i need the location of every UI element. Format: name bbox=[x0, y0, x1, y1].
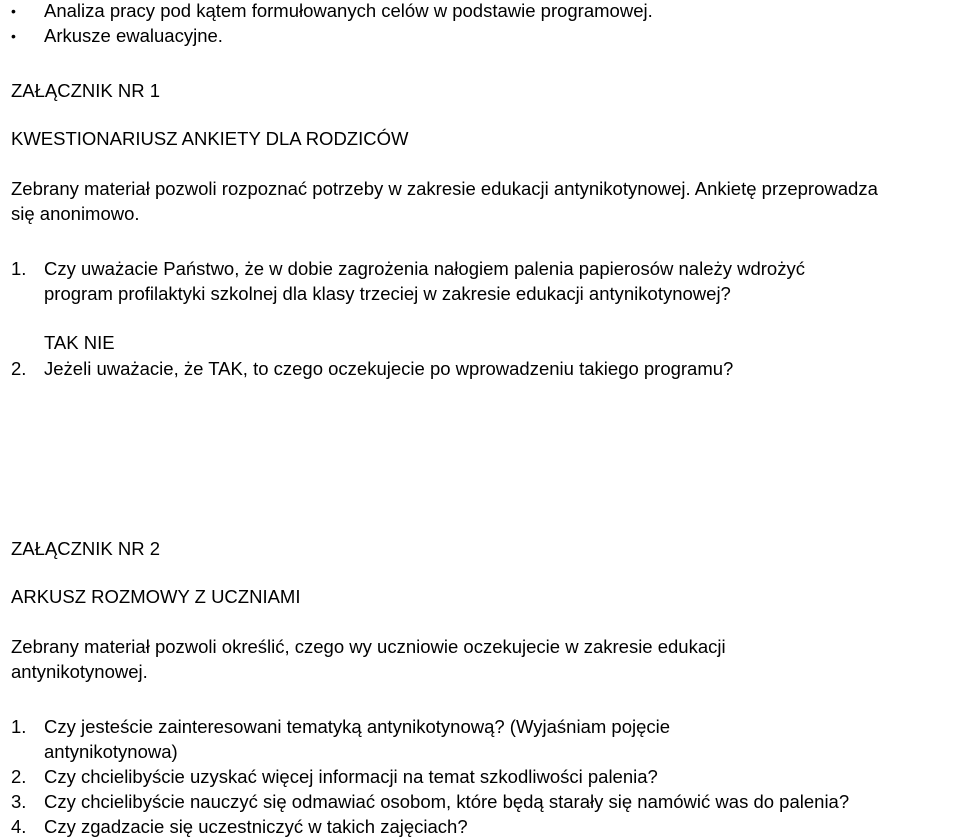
bullet-item: Arkusze ewaluacyjne. bbox=[44, 25, 223, 46]
q2-text: Jeżeli uważacie, że TAK, to czego oczekujecie po wprowadzeniu takiego programu? bbox=[44, 358, 734, 379]
annex2-question-text: Czy jesteście zainteresowani tematyką antynikotynową? (Wyjaśniam pojęcie bbox=[44, 716, 671, 737]
annex2-question-text-cont: antynikotynowa) bbox=[44, 741, 178, 762]
annex2-intro-line1: Zebrany materiał pozwoli określić, czego wy uczniowie oczekujecie w zakresie edukacji bbox=[11, 636, 726, 657]
bullet-marker: • bbox=[11, 28, 16, 44]
bullet-item: Analiza pracy pod kątem formułowanych celów w podstawie programowej. bbox=[44, 0, 653, 21]
annex2-question-number: 1. bbox=[11, 716, 27, 737]
annex2-heading: ZAŁĄCZNIK NR 2 bbox=[11, 538, 161, 559]
q1-text-line2: program profilaktyki szkolnej dla klasy trzeciej w zakresie edukacji antynikotynowej? bbox=[44, 283, 731, 304]
annex1-intro-line1: Zebrany materiał pozwoli rozpoznać potrzeby w zakresie edukacji antynikotynowej. Ankietę przeprowadza bbox=[11, 178, 878, 199]
annex1-heading: ZAŁĄCZNIK NR 1 bbox=[11, 80, 161, 101]
annex2-title: ARKUSZ ROZMOWY Z UCZNIAMI bbox=[11, 586, 301, 607]
annex1-title: KWESTIONARIUSZ ANKIETY DLA RODZICÓW bbox=[11, 128, 409, 149]
annex2-question-number: 3. bbox=[11, 791, 27, 812]
q1-number: 1. bbox=[11, 258, 27, 279]
q1-text-line1: Czy uważacie Państwo, że w dobie zagrożenia nałogiem palenia papierosów należy wdrożyć bbox=[44, 258, 805, 279]
annex1-intro-line2: się anonimowo. bbox=[11, 203, 140, 224]
annex2-intro-line2: antynikotynowej. bbox=[11, 661, 148, 682]
annex2-question-number: 2. bbox=[11, 766, 27, 787]
q2-number: 2. bbox=[11, 358, 27, 379]
annex2-question-text: Czy chcielibyście uzyskać więcej informacji na temat szkodliwości palenia? bbox=[44, 766, 658, 787]
annex2-question-text: Czy chcielibyście nauczyć się odmawiać osobom, które będą starały się namówić was do palenia? bbox=[44, 791, 850, 812]
bullet-marker: • bbox=[11, 3, 16, 19]
q1-answer-options: TAK NIE bbox=[44, 332, 115, 353]
annex2-question-text: Czy zgadzacie się uczestniczyć w takich zajęciach? bbox=[44, 816, 468, 837]
annex2-question-number: 4. bbox=[11, 816, 27, 837]
